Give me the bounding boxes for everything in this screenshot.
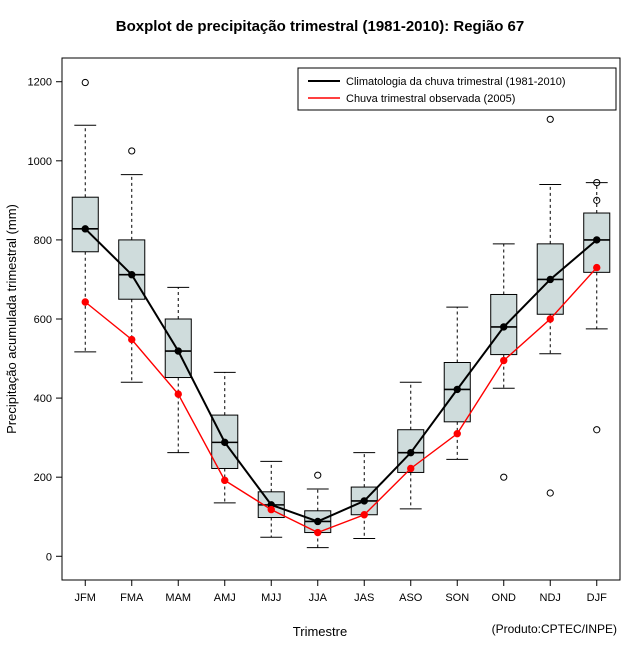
x-axis-label: Trimestre	[292, 624, 348, 639]
boxplot-group	[398, 382, 424, 509]
y-tick-label: 600	[33, 314, 52, 326]
x-tick-label: JJA	[308, 592, 327, 604]
y-tick-label: 1200	[27, 76, 52, 89]
box	[72, 197, 98, 252]
x-tick-label: NDJ	[539, 592, 561, 604]
boxplot-group	[305, 472, 331, 547]
series-point	[175, 348, 181, 354]
series-point	[547, 316, 553, 322]
x-tick-label: JAS	[354, 592, 375, 604]
series-point	[222, 477, 228, 483]
outlier-point	[501, 474, 507, 480]
outlier-point	[594, 427, 600, 433]
boxplot-group	[351, 453, 377, 539]
series-point	[315, 518, 321, 524]
x-tick-label: SON	[445, 592, 470, 604]
y-tick-label: 400	[33, 393, 52, 406]
y-axis-label: Precipitação acumulada trimestral (mm)	[4, 204, 19, 434]
y-tick-label: 800	[33, 234, 52, 247]
series-point	[82, 299, 88, 305]
y-tick-label: 200	[33, 472, 52, 485]
y-tick-label: 1000	[27, 155, 52, 168]
y-tick-label: 0	[45, 551, 52, 564]
x-tick-label: MJJ	[261, 592, 282, 604]
series-point	[501, 357, 507, 363]
credit-annotation: (Produto:CPTEC/INPE)	[491, 622, 617, 636]
series-point	[594, 264, 600, 270]
series-point	[315, 529, 321, 535]
x-tick-label: OND	[491, 592, 516, 604]
legend-label-1: Climatologia da chuva trimestral (1981-2010)	[346, 76, 566, 88]
series-line-2	[85, 268, 597, 533]
x-tick-label: MAM	[165, 592, 192, 604]
series-point	[129, 336, 135, 342]
x-tick-label: DJF	[586, 592, 607, 604]
series-point	[408, 449, 414, 455]
plot-frame	[62, 58, 620, 580]
series-point	[175, 391, 181, 397]
x-tick-label: FMA	[120, 592, 144, 604]
outlier-point	[547, 490, 553, 496]
series-point	[501, 324, 507, 330]
series-point	[594, 237, 600, 243]
x-tick-label: AMJ	[213, 592, 236, 604]
boxplot-group	[258, 461, 284, 537]
x-tick-label: JFM	[74, 592, 96, 604]
series-point	[82, 226, 88, 232]
series-point	[361, 512, 367, 518]
outlier-point	[129, 148, 135, 154]
series-point	[129, 272, 135, 278]
series-point	[268, 506, 274, 512]
chart-title: Boxplot de precipitação trimestral (1981-2010): Região 67	[115, 18, 525, 35]
outlier-point	[315, 472, 321, 478]
boxplot-group	[584, 75, 610, 433]
series-point	[547, 276, 553, 282]
series-point	[222, 439, 228, 445]
outlier-point	[82, 79, 88, 85]
x-tick-label: ASO	[399, 592, 423, 604]
boxplot-group	[72, 79, 98, 351]
outlier-point	[547, 116, 553, 122]
series-point	[454, 386, 460, 392]
series-point	[408, 465, 414, 471]
series-point	[361, 498, 367, 504]
legend-label-2: Chuva trimestral observada (2005)	[346, 93, 516, 105]
series-point	[454, 430, 460, 436]
boxplot-group	[537, 116, 563, 496]
